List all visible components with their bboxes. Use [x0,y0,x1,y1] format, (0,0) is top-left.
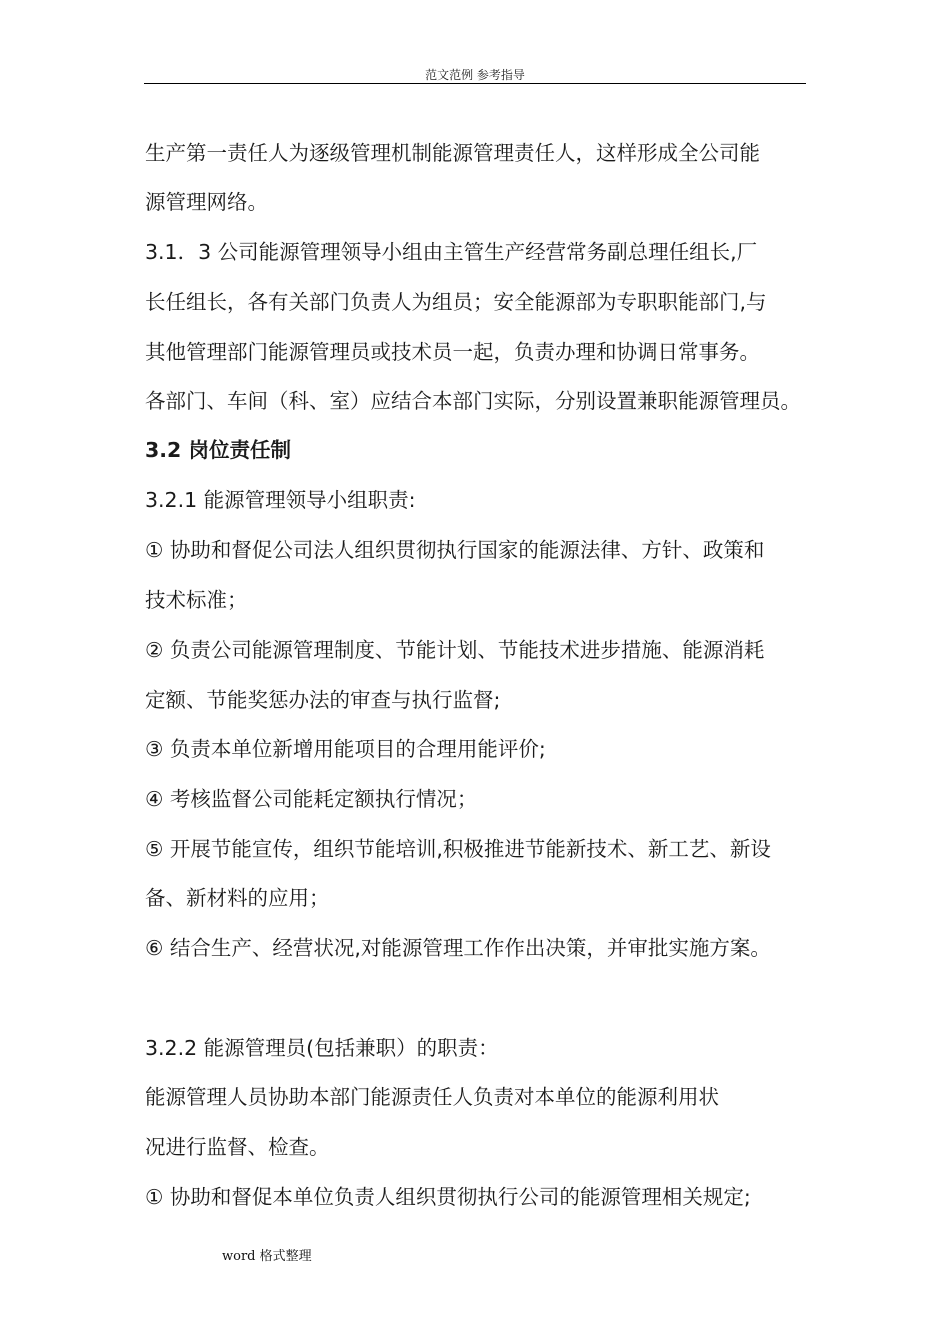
list-item: ⑥ 结合生产、经营状况,对能源管理工作作出决策，并审批实施方案。 [145,936,771,960]
list-item: ② 负责公司能源管理制度、节能计划、节能技术进步措施、能源消耗 [145,638,765,662]
header-text: 范文范例 参考指导 [425,68,525,82]
list-item-continuation: 备、新材料的应用； [145,886,330,910]
list-item: ④ 考核监督公司能耗定额执行情况； [145,787,478,811]
list-item-continuation: 定额、节能奖惩办法的审查与执行监督; [145,688,501,712]
subsection-heading: 3.2.1 能源管理领导小组职责: [145,488,416,512]
list-item: ① 协助和督促本单位负责人组织贯彻执行公司的能源管理相关规定; [145,1185,751,1209]
paragraph-line: 况进行监督、检查。 [145,1135,330,1159]
paragraph-line: 能源管理人员协助本部门能源责任人负责对本单位的能源利用状 [145,1085,719,1109]
section-heading: 3.2 岗位责任制 [145,438,291,462]
list-item-continuation: 技术标准； [145,588,248,612]
paragraph-line: 长任组长，各有关部门负责人为组员；安全能源部为专职职能部门,与 [145,290,767,314]
subsection-heading: 3.2.2 能源管理员(包括兼职）的职责： [145,1036,499,1060]
page-footer: word 格式整理 [222,1249,312,1264]
paragraph-line: 各部门、车间（科、室）应结合本部门实际，分别设置兼职能源管理员。 [145,389,801,413]
header-divider [144,83,806,84]
list-item: ③ 负责本单位新增用能项目的合理用能评价; [145,737,546,761]
paragraph-line: 源管理网络。 [145,190,268,214]
paragraph-line: 生产第一责任人为逐级管理机制能源管理责任人，这样形成全公司能 [145,141,760,165]
list-item: ⑤ 开展节能宣传，组织节能培训,积极推进节能新技术、新工艺、新设 [145,837,771,861]
paragraph-line: 3.1．3 公司能源管理领导小组由主管生产经营常务副总理任组长,厂 [145,240,758,264]
paragraph-line: 其他管理部门能源管理员或技术员一起，负责办理和协调日常事务。 [145,340,760,364]
list-item: ① 协助和督促公司法人组织贯彻执行国家的能源法律、方针、政策和 [145,538,765,562]
